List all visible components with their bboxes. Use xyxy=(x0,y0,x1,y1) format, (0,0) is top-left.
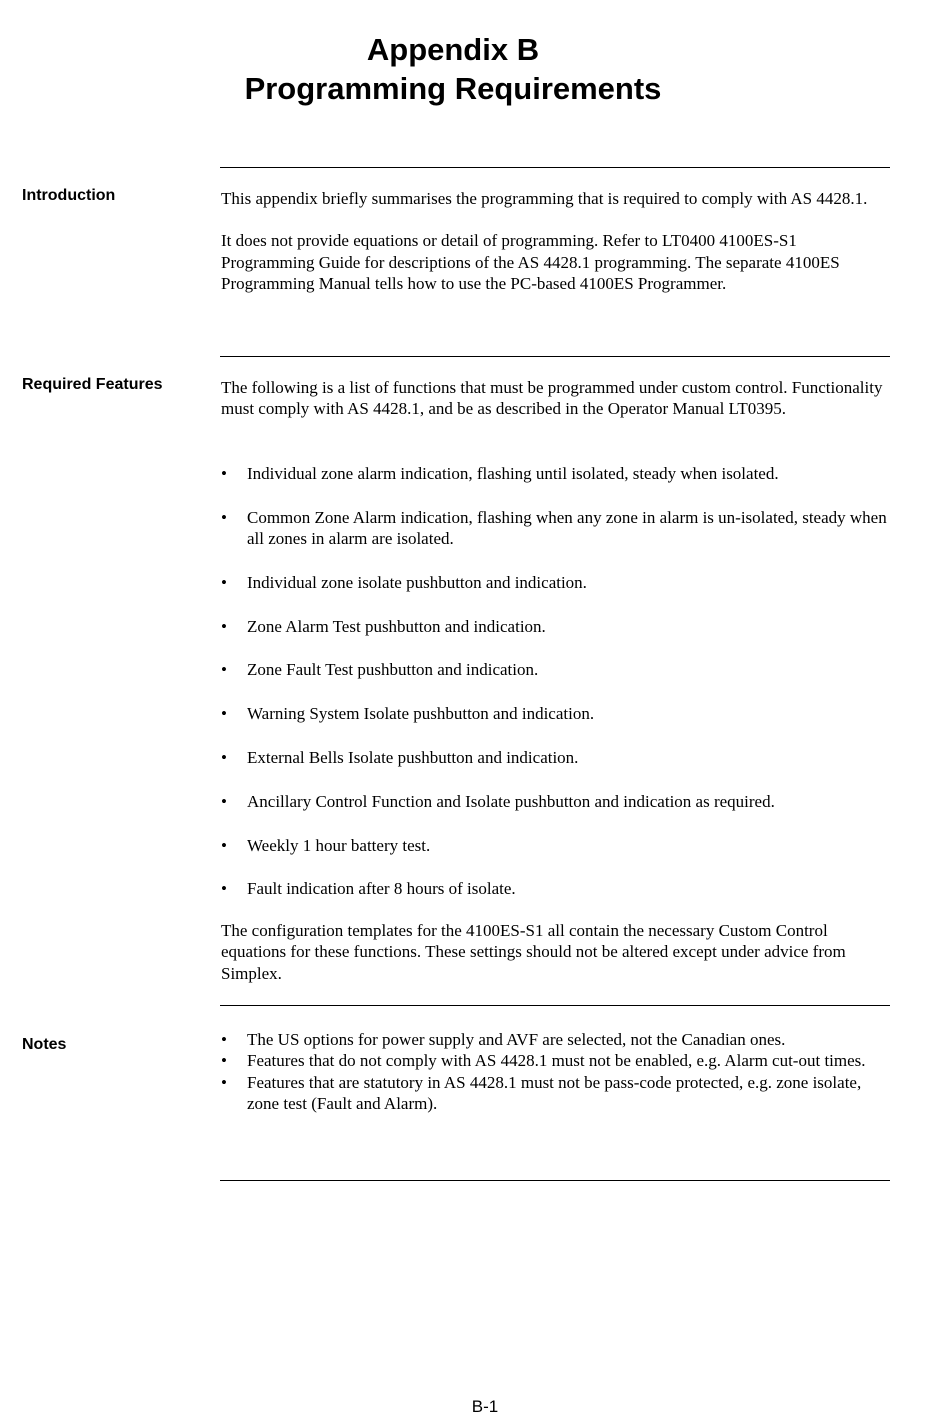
introduction-paragraph: It does not provide equations or detail of programming. Refer to LT0400 4100ES-S1 Programming Guide for descriptions of the AS 4428.1 programming. The separate 4100ES Programming Manual tells how to use the PC-based 4100ES Programmer. xyxy=(221,231,840,293)
required-features-heading: Required Features xyxy=(22,376,163,393)
page-number: B-1 xyxy=(471,1397,499,1416)
list-item-text: Ancillary Control Function and Isolate pushbutton and indication as required. xyxy=(247,791,775,811)
list-item-text: Weekly 1 hour battery test. xyxy=(247,835,431,855)
bullet-icon: • xyxy=(221,660,227,680)
bullet-icon: • xyxy=(221,616,227,636)
list-item-text: Warning System Isolate pushbutton and indication. xyxy=(247,704,595,724)
list-item xyxy=(221,616,889,637)
list-item xyxy=(221,835,889,856)
required-features-closing-text: The configuration templates for the 4100ES-S1 all contain the necessary Custom Control equations for these functions. These settings should not be altered except under advice from Simplex. xyxy=(221,921,846,983)
list-item xyxy=(221,659,889,680)
required-features-intro xyxy=(221,377,889,420)
list-item xyxy=(221,791,889,812)
section-divider xyxy=(220,356,890,357)
bullet-icon: • xyxy=(221,1051,227,1071)
list-item-text: Features that do not comply with AS 4428.1 must not be enabled, e.g. Alarm cut-out times. xyxy=(247,1051,866,1071)
list-item-text: Zone Alarm Test pushbutton and indication. xyxy=(247,616,546,636)
bullet-icon: • xyxy=(221,704,227,724)
bullet-icon: • xyxy=(221,835,227,855)
required-features-list xyxy=(221,463,889,922)
introduction-heading: Introduction xyxy=(22,187,116,204)
list-item xyxy=(221,507,889,550)
bullet-icon: • xyxy=(221,507,227,527)
page-title: Appendix B xyxy=(366,32,540,67)
page-subtitle: Programming Requirements xyxy=(244,71,662,106)
section-divider xyxy=(220,1180,890,1181)
list-item-text: Zone Fault Test pushbutton and indication. xyxy=(247,660,539,680)
list-item-text: Features that are statutory in AS 4428.1 must not be pass-code protected, e.g. zone isolate, zone test (Fault and Alarm). xyxy=(247,1072,862,1113)
introduction-paragraph: This appendix briefly summarises the programming that is required to comply with AS 4428.1. xyxy=(221,189,868,208)
required-features-closing xyxy=(221,920,889,984)
list-item-text: The US options for power supply and AVF are selected, not the Canadian ones. xyxy=(247,1030,786,1049)
list-item xyxy=(221,1029,889,1050)
bullet-icon: • xyxy=(221,1030,227,1049)
introduction-body xyxy=(221,188,889,294)
bullet-icon: • xyxy=(221,464,227,483)
list-item xyxy=(221,1072,889,1115)
list-item xyxy=(221,1050,889,1071)
list-item xyxy=(221,878,889,899)
bullet-icon: • xyxy=(221,748,227,768)
required-features-intro-text: The following is a list of functions that must be programmed under custom control. Functionality must comply with AS 4428.1, and be as described in the Operator Manual LT0395. xyxy=(221,378,883,419)
list-item xyxy=(221,572,889,593)
list-item-text: Common Zone Alarm indication, flashing when any zone in alarm is un-isolated, steady when all zones in alarm are isolated. xyxy=(247,507,887,549)
list-item xyxy=(221,463,889,484)
bullet-icon: • xyxy=(221,1072,227,1092)
list-item-text: External Bells Isolate pushbutton and indication. xyxy=(247,748,579,768)
notes-heading: Notes xyxy=(22,1036,67,1053)
section-divider xyxy=(220,167,890,168)
bullet-icon: • xyxy=(221,572,227,592)
list-item xyxy=(221,747,889,768)
list-item-text: Fault indication after 8 hours of isolate. xyxy=(247,879,516,899)
section-divider xyxy=(220,1005,890,1006)
bullet-icon: • xyxy=(221,791,227,811)
bullet-icon: • xyxy=(221,879,227,899)
list-item-text: Individual zone isolate pushbutton and indication. xyxy=(247,572,587,592)
list-item-text: Individual zone alarm indication, flashing until isolated, steady when isolated. xyxy=(247,464,779,483)
list-item xyxy=(221,703,889,724)
notes-list xyxy=(221,1029,889,1114)
